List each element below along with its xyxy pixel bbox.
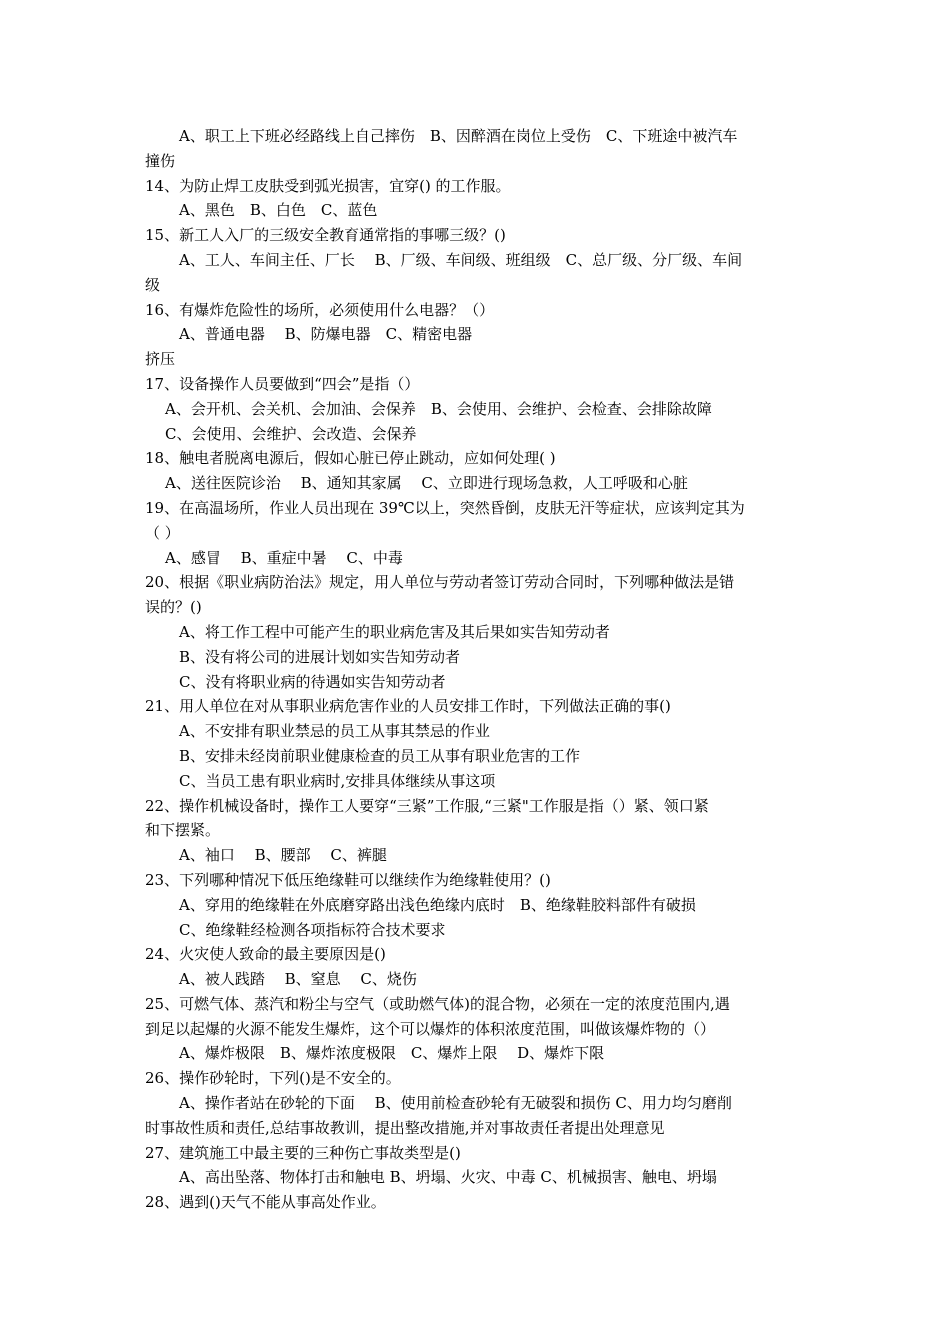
text-line: A、普通电器 B、防爆电器 C、精密电器	[179, 325, 473, 344]
text-line: A、穿用的绝缘鞋在外底磨穿路出浅色绝缘内底时 B、绝缘鞋胶料部件有破损	[179, 895, 696, 914]
text-line: C、绝缘鞋经检测各项指标符合技术要求	[179, 920, 446, 939]
text-line: 21、用人单位在对从事职业病危害作业的人员安排工作时，下列做法正确的事()	[145, 697, 671, 716]
text-line: 撞伤	[145, 151, 176, 170]
text-line: 误的？()	[145, 598, 202, 617]
text-line: A、送往医院诊治 B、通知其家属 C、立即进行现场急救，人工呼吸和心脏	[165, 474, 688, 493]
text-line: 时事故性质和责任,总结事故教训，提出整改措施,并对事故责任者提出处理意见	[145, 1118, 665, 1137]
text-line: 18、触电者脱离电源后，假如心脏已停止跳动，应如何处理( )	[145, 449, 556, 468]
text-line: 16、有爆炸危险性的场所，必须使用什么电器？（）	[145, 300, 495, 319]
text-line: 级	[145, 275, 161, 294]
text-line: 17、设备操作人员要做到“四会”是指（）	[145, 374, 420, 393]
text-line: A、将工作工程中可能产生的职业病危害及其后果如实告知劳动者	[179, 622, 610, 641]
text-line: 和下摆紧。	[145, 821, 221, 840]
text-line: 20、根据《职业病防治法》规定，用人单位与劳动者签订劳动合同时，下列哪种做法是错	[145, 573, 735, 592]
text-line: A、被人践踏 B、窒息 C、烧伤	[179, 970, 417, 989]
text-line: A、职工上下班必经路线上自己摔伤 B、因醉酒在岗位上受伤 C、下班途中被汽车	[179, 127, 738, 145]
document-page	[145, 124, 810, 1215]
text-line: A、高出坠落、物体打击和触电 B、坍塌、火灾、中毒 C、机械损害、触电、坍塌	[179, 1168, 717, 1187]
text-line: A、工人、车间主任、厂长 B、厂级、车间级、班组级 C、总厂级、分厂级、车间	[179, 250, 743, 269]
text-line: 26、操作砂轮时，下列()是不安全的。	[145, 1069, 401, 1088]
text-line: 23、下列哪种情况下低压绝缘鞋可以继续作为绝缘鞋使用？()	[145, 870, 551, 889]
text-line: 15、新工人入厂的三级安全教育通常指的事哪三级？()	[145, 226, 506, 245]
text-line: A、爆炸极限 B、爆炸浓度极限 C、爆炸上限 D、爆炸下限	[179, 1044, 605, 1063]
text-line: A、操作者站在砂轮的下面 B、使用前检查砂轮有无破裂和损伤 C、用力均匀磨削	[179, 1094, 732, 1113]
text-line: B、安排未经岗前职业健康检查的员工从事有职业危害的工作	[179, 746, 581, 765]
text-line: 28、遇到()天气不能从事高处作业。	[145, 1193, 386, 1212]
text-line: B、没有将公司的进展计划如实告知劳动者	[179, 647, 461, 666]
text-line: （ ）	[145, 523, 180, 542]
text-line: 14、为防止焊工皮肤受到弧光损害，宜穿() 的工作服。	[145, 176, 511, 195]
text-line: A、会开机、会关机、会加油、会保养 B、会使用、会维护、会检查、会排除故障	[165, 399, 712, 418]
text-line: 24、火灾使人致命的最主要原因是()	[145, 945, 386, 964]
text-line: 27、建筑施工中最主要的三种伤亡事故类型是()	[145, 1143, 461, 1162]
text-line: C、没有将职业病的待遇如实告知劳动者	[179, 672, 446, 691]
text-line: 到足以起爆的火源不能发生爆炸，这个可以爆炸的体积浓度范围，叫做该爆炸物的（）	[145, 1019, 716, 1038]
text-line: C、当员工患有职业病时,安排具体继续从事这项	[179, 771, 496, 790]
text-line: A、袖口 B、腰部 C、裤腿	[179, 846, 387, 865]
text-line: A、感冒 B、重症中暑 C、中毒	[165, 548, 403, 567]
text-line: 挤压	[145, 350, 176, 369]
text-line: 19、在高温场所，作业人员出现在 39℃以上，突然昏倒，皮肤无汗等症状，应该判定其为	[145, 498, 745, 517]
text-line: A、不安排有职业禁忌的员工从事其禁忌的作业	[179, 722, 490, 741]
text-line: A、黑色 B、白色 C、蓝色	[179, 201, 378, 220]
text-line: C、会使用、会维护、会改造、会保养	[165, 424, 417, 443]
text-line: 22、操作机械设备时，操作工人要穿“三紧”工作服,“三紧"工作服是指（）紧、领口紧	[145, 796, 709, 815]
text-line: 25、可燃气体、蒸汽和粉尘与空气（或助燃气体)的混合物，必须在一定的浓度范围内,遇	[145, 994, 730, 1013]
